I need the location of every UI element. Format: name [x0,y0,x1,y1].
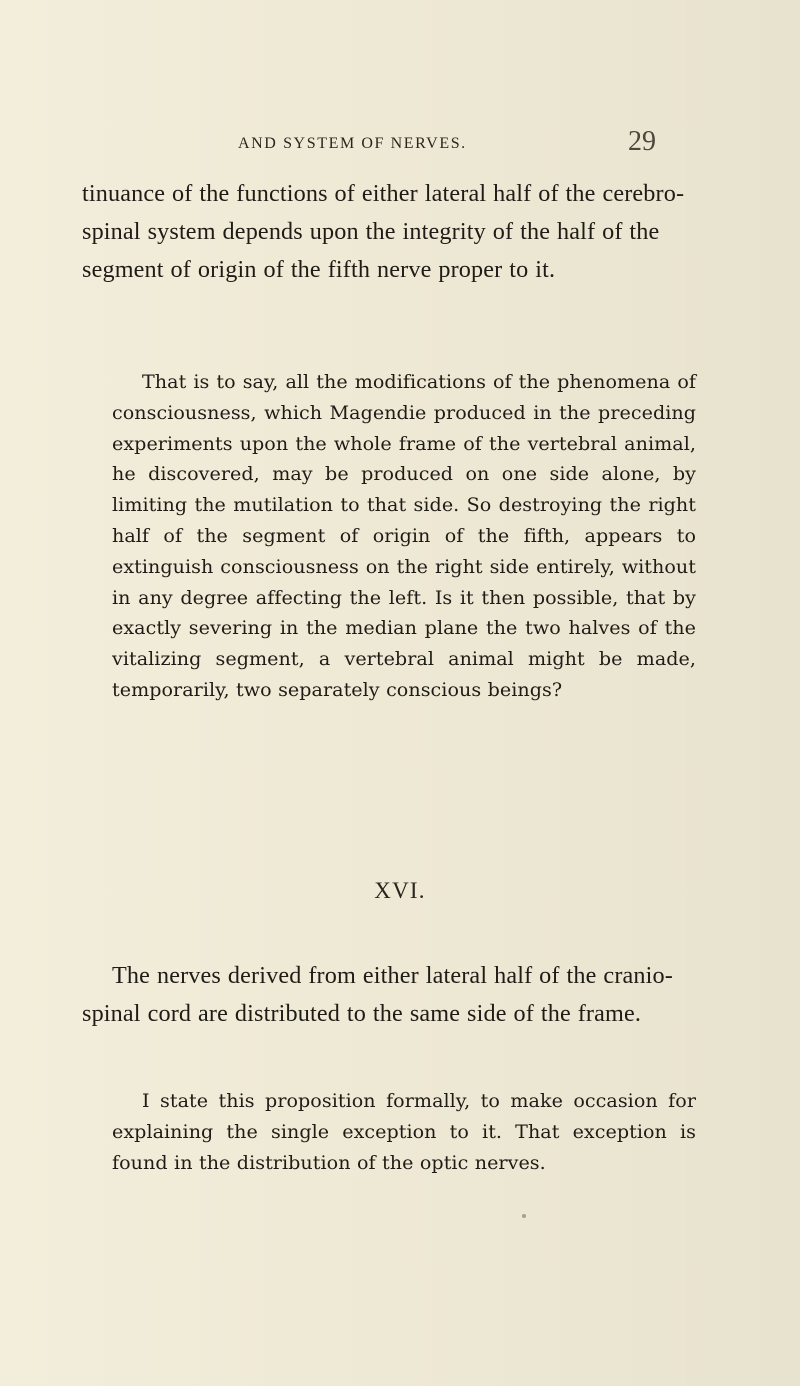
explanation-paragraph [112,1086,696,1178]
page-number: 29 [628,126,656,157]
ink-speck [522,1214,526,1218]
paragraph-continuation: tinuance of the functions of either lateral half of the cerebro-spinal system depends upon the integrity of the half of the segment of origin of the fifth nerve proper to it. [82,180,685,283]
running-head: AND SYSTEM OF NERVES. [238,135,467,152]
proposition-text: The nerves derived from either lateral half of the cranio-spinal cord are distributed to the same side of the frame. [82,962,673,1027]
paragraph-consciousness [112,367,696,706]
paragraph-text: That is to say, all the modifications of the phenomena of consciousness, which Magendie produced in the preceding experiments upon the whole frame of the vertebral animal, he discovered, may be produced on one side alone, by limiting the mutilation to that side. So destroying the right half of the segment of origin of the fifth, appears to extinguish consciousness on the right side entirely, without in any degree affecting the left. Is it then possible, that by exactly severing in the median plane the two halves of the vitalizing segment, a vertebral animal might be made, temporarily, two separately conscious beings? [112,370,696,701]
explanation-text: I state this proposition formally, to make occasion for explaining the single exception to it. That exception is found in the distribution of the optic nerves. [112,1089,696,1174]
proposition-paragraph [82,957,692,1033]
section-heading: XVI. [374,878,426,903]
page-header [0,126,800,162]
